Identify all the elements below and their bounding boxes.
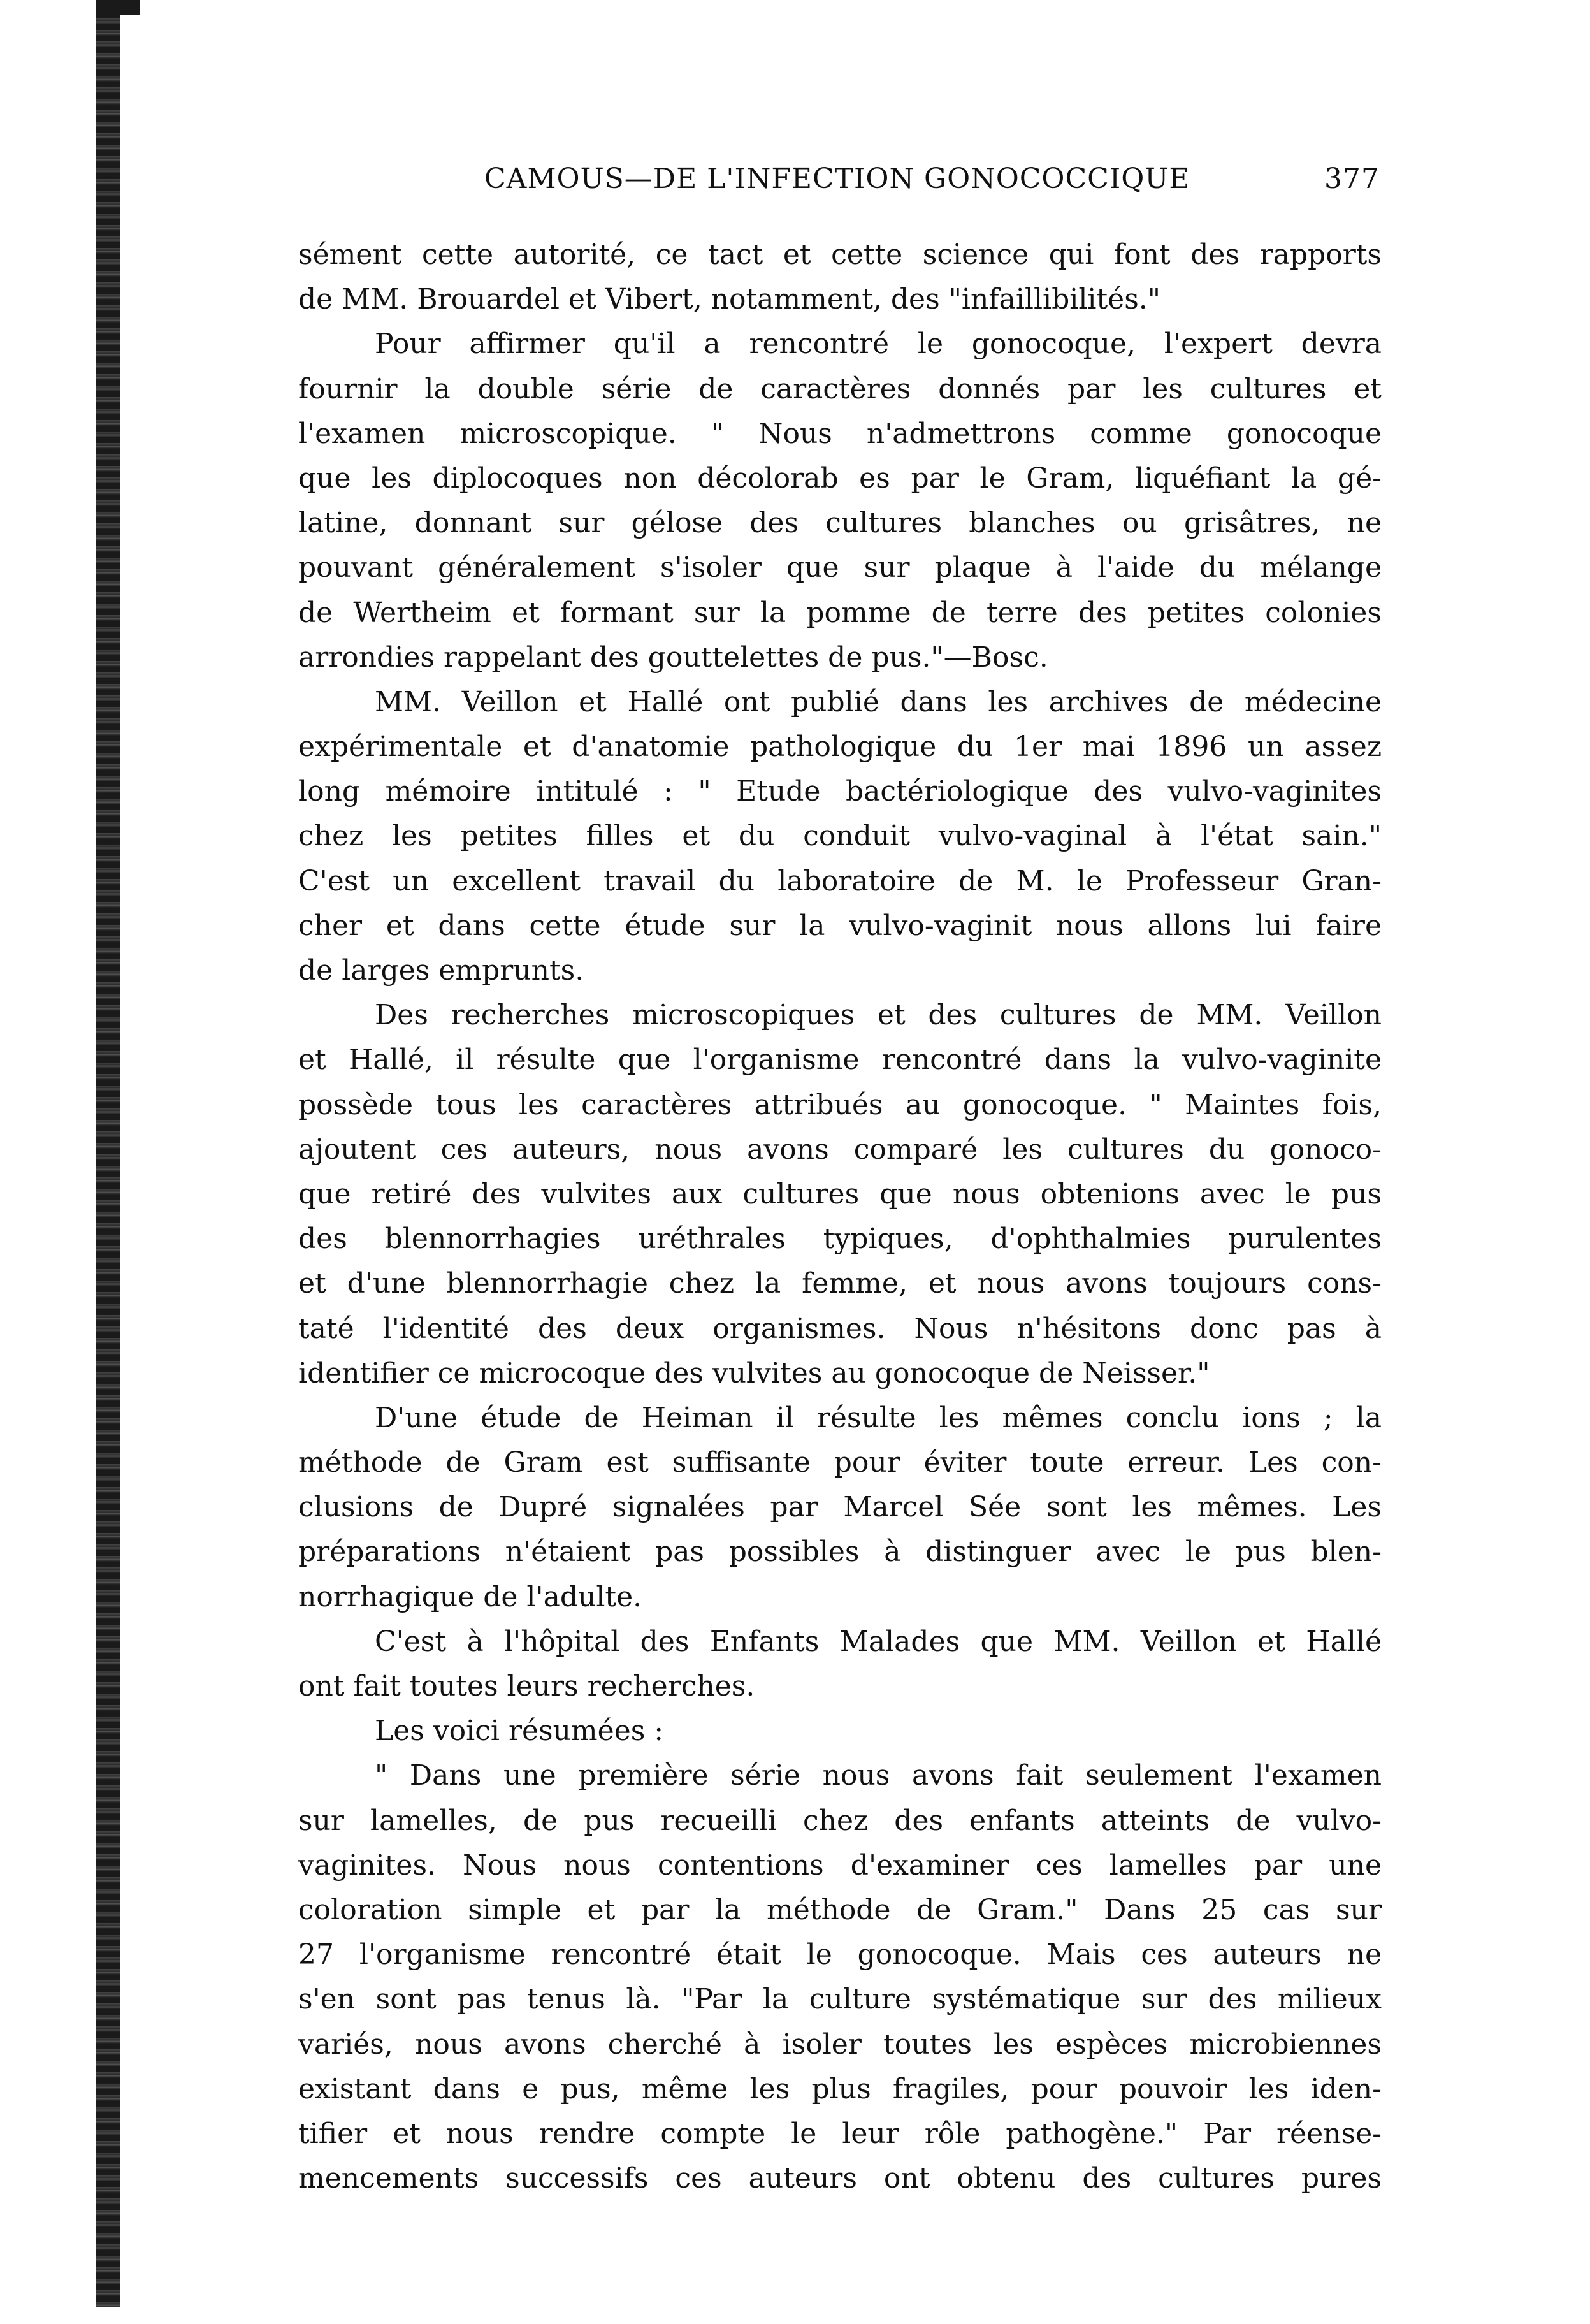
text-line: ajoutent ces auteurs, nous avons comparé les cultures du gonoco-: [298, 1133, 1382, 1166]
text-line: de larges emprunts.: [298, 954, 584, 987]
text-line: Pour affirmer qu'il a rencontré le gonocoque, l'expert devra: [375, 328, 1382, 361]
text-line: de Wertheim et formant sur la pomme de terre des petites colonies: [298, 596, 1382, 629]
text-line: existant dans e pus, même les plus fragiles, pour pouvoir les iden-: [298, 2072, 1382, 2105]
text-line: cher et dans cette étude sur la vulvo-vaginit nous allons lui faire: [298, 909, 1382, 942]
text-line: Les voici résumées :: [375, 1715, 664, 1748]
text-line: ont fait toutes leurs recherches.: [298, 1670, 755, 1703]
text-line: norrhagique de l'adulte.: [298, 1580, 642, 1613]
text-line: clusions de Dupré signalées par Marcel Sée sont les mêmes. Les: [298, 1491, 1382, 1524]
text-line: fournir la double série de caractères donnés par les cultures et: [298, 372, 1382, 405]
text-line: que les diplocoques non décolorab es par le Gram, liquéfiant la gé-: [298, 461, 1382, 495]
text-line: C'est un excellent travail du laboratoire de M. le Professeur Gran-: [298, 864, 1382, 897]
book-binding-edge: [96, 13, 120, 2307]
text-line: vaginites. Nous nous contentions d'examiner ces lamelles par une: [298, 1848, 1382, 1882]
text-line: latine, donnant sur gélose des cultures blanches ou grisâtres, ne: [298, 507, 1382, 540]
text-line: coloration simple et par la méthode de Gram." Dans 25 cas sur: [298, 1893, 1382, 1926]
text-line: tifier et nous rendre compte le leur rôle pathogène." Par réense-: [298, 2117, 1382, 2150]
running-head: [484, 163, 1380, 201]
text-line: " Dans une première série nous avons fait seulement l'examen: [375, 1759, 1382, 1792]
text-line: long mémoire intitulé : " Etude bactériologique des vulvo-vaginites: [298, 775, 1382, 808]
text-line: taté l'identité des deux organismes. Nous n'hésitons donc pas à: [298, 1312, 1382, 1345]
text-line: de MM. Brouardel et Vibert, notamment, des "infaillibilités.": [298, 283, 1161, 316]
text-line: mencements successifs ces auteurs ont obtenu des cultures pures: [298, 2162, 1382, 2195]
text-line: s'en sont pas tenus là. "Par la culture systématique sur des milieux: [298, 1983, 1382, 2016]
text-line: et d'une blennorrhagie chez la femme, et nous avons toujours cons-: [298, 1267, 1382, 1300]
page-number: 377: [1324, 163, 1380, 195]
text-line: l'examen microscopique. " Nous n'admettrons comme gonocoque: [298, 417, 1382, 450]
text-line: chez les petites filles et du conduit vulvo-vaginal à l'état sain.": [298, 820, 1382, 853]
text-line: expérimentale et d'anatomie pathologique du 1er mai 1896 un assez: [298, 730, 1382, 764]
text-line: méthode de Gram est suffisante pour éviter toute erreur. Les con-: [298, 1446, 1382, 1479]
text-line: C'est à l'hôpital des Enfants Malades que MM. Veillon et Hallé: [375, 1625, 1382, 1658]
text-line: et Hallé, il résulte que l'organisme rencontré dans la vulvo-vaginite: [298, 1043, 1382, 1077]
body-text: [298, 233, 1382, 2201]
text-line: MM. Veillon et Hallé ont publié dans les archives de médecine: [375, 685, 1382, 718]
text-line: 27 l'organisme rencontré était le gonocoque. Mais ces auteurs ne: [298, 1938, 1382, 1972]
text-line: sément cette autorité, ce tact et cette science qui font des rapports: [298, 238, 1382, 271]
text-line: arrondies rappelant des gouttelettes de pus."—Bosc.: [298, 641, 1048, 674]
text-line: identifier ce microcoque des vulvites au gonocoque de Neisser.": [298, 1356, 1210, 1390]
text-line: sur lamelles, de pus recueilli chez des enfants atteints de vulvo-: [298, 1804, 1382, 1837]
text-line: possède tous les caractères attribués au gonocoque. " Maintes fois,: [298, 1088, 1382, 1121]
text-line: variés, nous avons cherché à isoler toutes les espèces microbiennes: [298, 2028, 1382, 2061]
text-line: D'une étude de Heiman il résulte les mêmes conclu ions ; la: [375, 1401, 1382, 1434]
text-line: pouvant généralement s'isoler que sur plaque à l'aide du mélange: [298, 551, 1382, 585]
text-line: que retiré des vulvites aux cultures que nous obtenions avec le pus: [298, 1177, 1382, 1210]
text-line: préparations n'étaient pas possibles à distinguer avec le pus blen-: [298, 1536, 1382, 1569]
running-title: CAMOUS—DE L'INFECTION GONOCOCCIQUE: [484, 163, 1190, 195]
text-line: Des recherches microscopiques et des cultures de MM. Veillon: [375, 999, 1382, 1032]
text-line: des blennorrhagies uréthrales typiques, d'ophthalmies purulentes: [298, 1223, 1382, 1256]
